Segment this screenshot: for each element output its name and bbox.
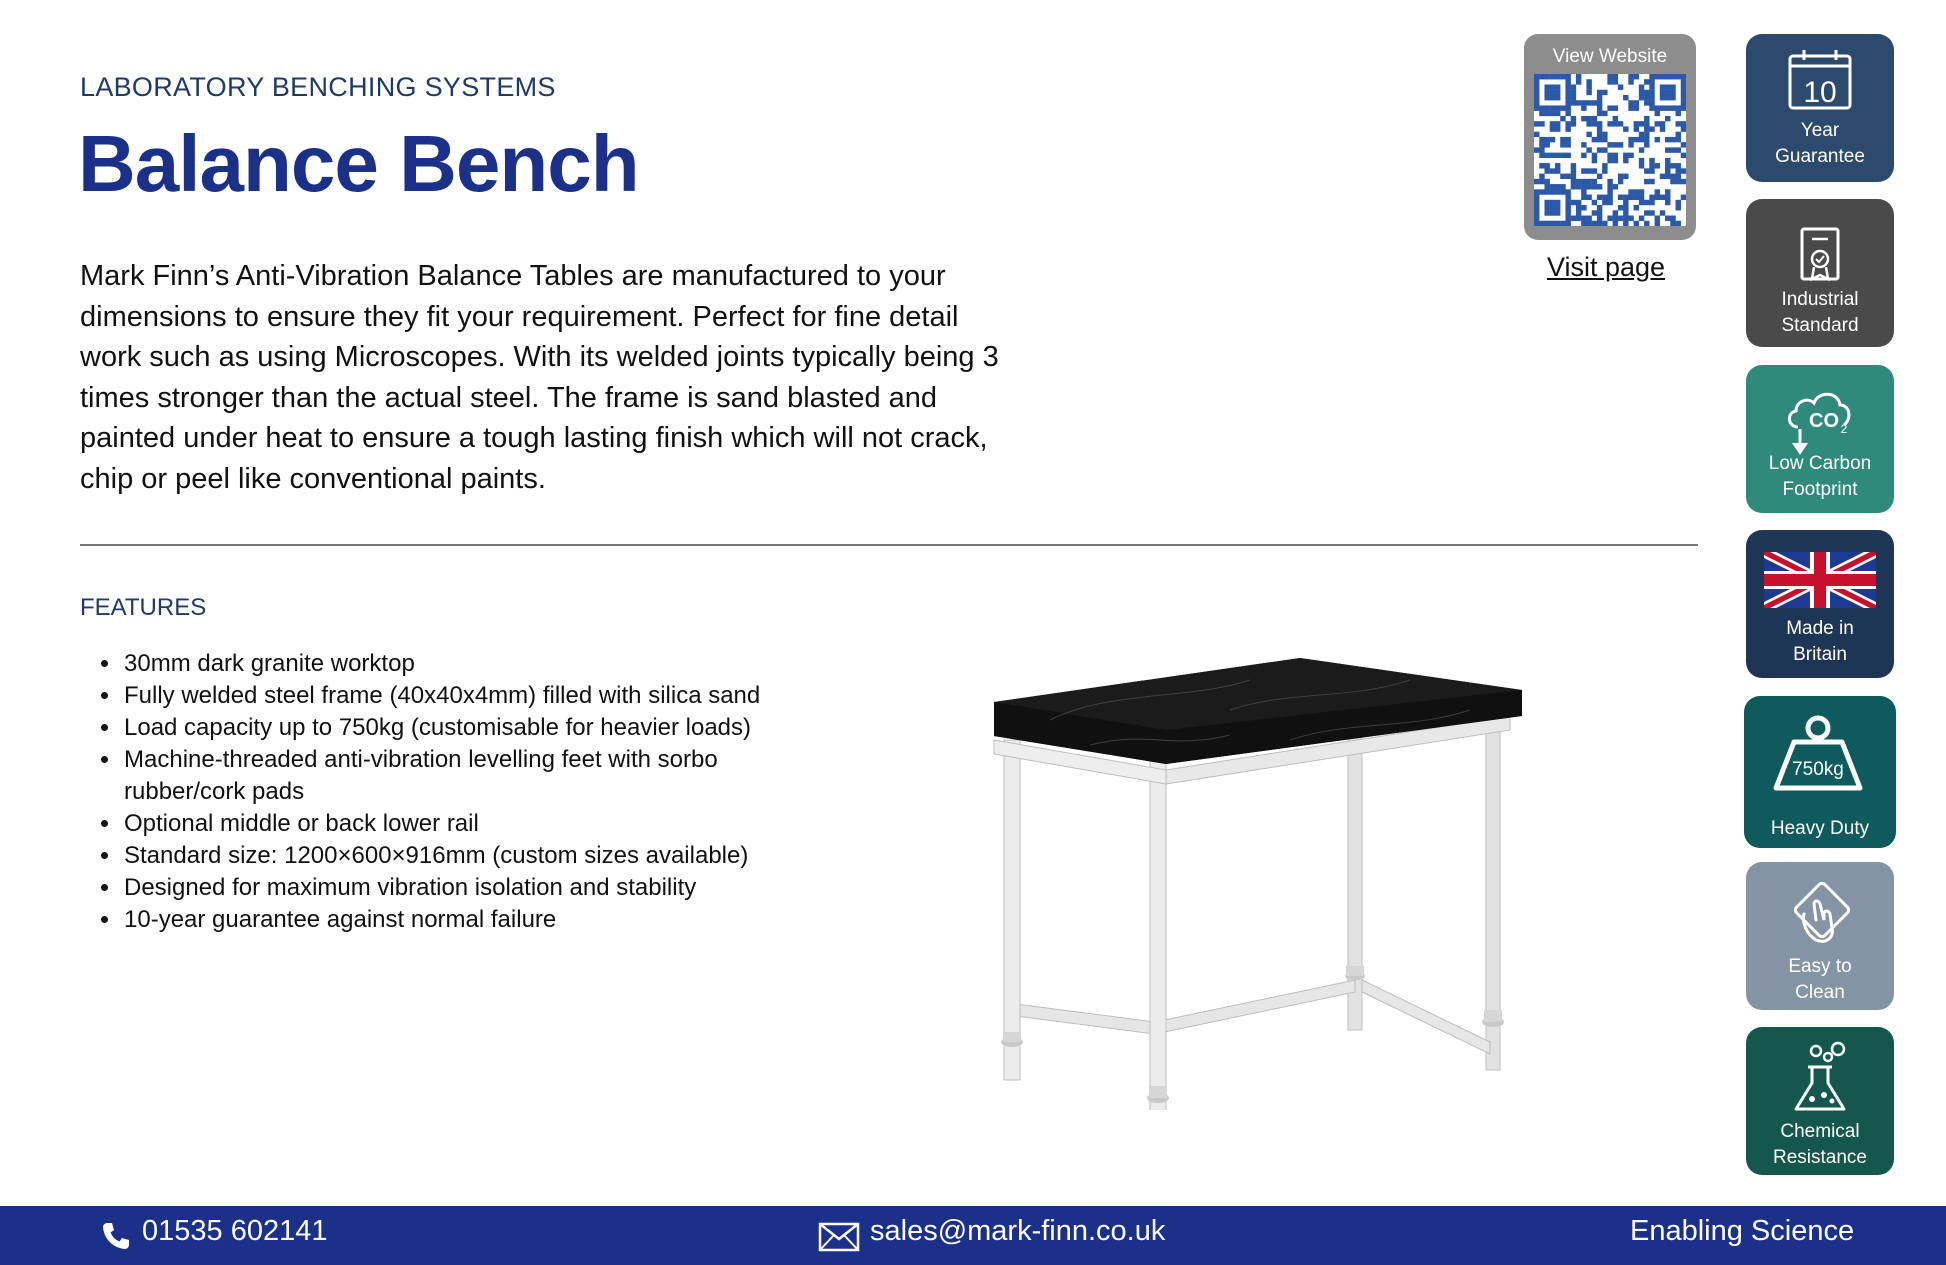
qr-label: View Website xyxy=(1552,46,1668,67)
qr-card[interactable] xyxy=(1524,34,1696,240)
footer-tagline: Enabling Science xyxy=(1630,1215,1855,1247)
badge-line1: Year xyxy=(1800,120,1840,141)
feature-item: • Designed for maximum vibration isolation and stability xyxy=(122,872,822,904)
badge-line1: Easy to xyxy=(1788,956,1852,977)
visit-page-link[interactable]: Visit page xyxy=(1546,252,1666,282)
section-divider xyxy=(80,544,1698,546)
feature-item: • 30mm dark granite worktop xyxy=(122,648,822,680)
footer-email[interactable]: sales@mark-finn.co.uk xyxy=(870,1215,1166,1247)
weight-icon xyxy=(1744,710,1892,796)
badge-year-guarantee xyxy=(1746,34,1894,182)
phone-icon xyxy=(100,1220,132,1252)
page-title: Balance Bench xyxy=(78,119,639,208)
badge-line2: Britain xyxy=(1793,644,1847,665)
badge-line1: Made in xyxy=(1786,618,1854,639)
badge-line2: Standard xyxy=(1781,315,1859,336)
footer-phone[interactable]: 01535 602141 xyxy=(142,1215,328,1247)
feature-item: • Optional middle or back lower rail xyxy=(122,808,822,840)
badge-line2: Footprint xyxy=(1782,479,1858,500)
badge-chemical-resistance xyxy=(1746,1027,1894,1175)
chemical-flask-icon xyxy=(1746,1039,1894,1125)
svg-text:CO: CO xyxy=(1809,410,1839,432)
certificate-icon xyxy=(1746,211,1894,297)
eyebrow-label: LABORATORY BENCHING SYSTEMS xyxy=(80,72,556,102)
weight-value: 750kg xyxy=(1792,759,1844,780)
badge-industrial-standard xyxy=(1746,199,1894,347)
badge-line2: Clean xyxy=(1795,982,1845,1003)
badge-line1: Low Carbon xyxy=(1768,453,1872,474)
balance-bench-image xyxy=(990,650,1530,1110)
badge-heavy-duty xyxy=(1744,696,1896,848)
footer-bar xyxy=(0,1206,1946,1265)
product-description: Mark Finn’s Anti-Vibration Balance Tables are manufactured to your dimensions to ensure they fit your requirement. Perfect for fine detail work such as using Microscopes. With its welded joints typically being 3 times stronger than the actual steel. The frame is sand blasted and painted under heat to ensure a tough lasting finish which will not crack, chip or peel like conventional paints. xyxy=(80,260,999,495)
feature-item: • Standard size: 1200×600×916mm (custom sizes available) xyxy=(122,840,822,872)
features-heading: FEATURES xyxy=(80,594,207,621)
badge-line2: Guarantee xyxy=(1775,146,1865,167)
badge-line1: Heavy Duty xyxy=(1770,818,1870,839)
email-icon xyxy=(818,1222,860,1252)
badge-line1: Chemical xyxy=(1780,1121,1860,1142)
badge-line2: Resistance xyxy=(1773,1147,1867,1168)
feature-item: • Load capacity up to 750kg (customisable for heavier loads) xyxy=(122,712,822,744)
feature-item: • Machine-threaded anti-vibration levelling feet with sorbo rubber/cork pads xyxy=(122,744,822,808)
qr-code[interactable] xyxy=(1534,74,1686,226)
badge-made-in-britain xyxy=(1746,530,1894,678)
badge-easy-to-clean xyxy=(1746,862,1894,1010)
badge-line1: Industrial xyxy=(1781,289,1859,310)
svg-text:2: 2 xyxy=(1840,422,1848,436)
features-list xyxy=(90,648,822,936)
guarantee-number: 10 xyxy=(1803,76,1837,109)
cleaning-hand-icon xyxy=(1746,874,1894,960)
qr-code-icon xyxy=(1534,74,1686,226)
feature-item: • Fully welded steel frame (40x40x4mm) filled with silica sand xyxy=(122,680,822,712)
feature-item: • 10-year guarantee against normal failure xyxy=(122,904,822,936)
badge-low-carbon xyxy=(1746,365,1894,513)
